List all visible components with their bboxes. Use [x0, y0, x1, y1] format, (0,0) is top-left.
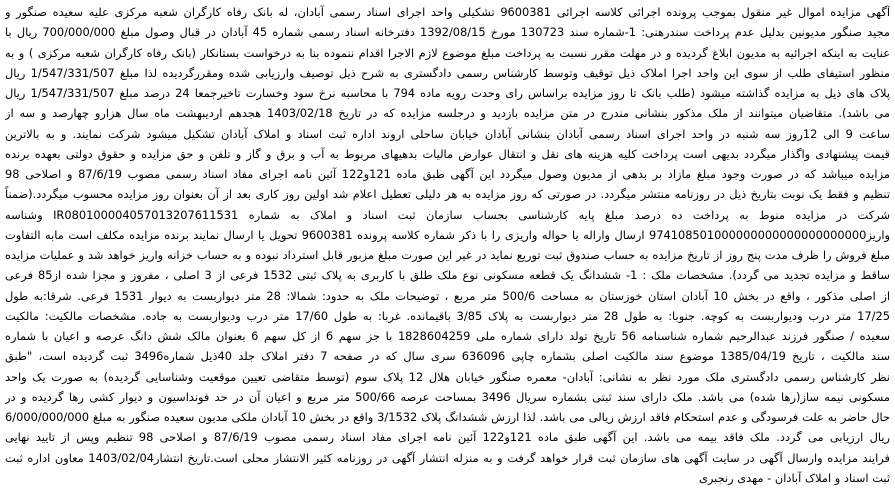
- notice-line-19: نظر کارشناس رسمی دادگستری ملک مورد نظر به نشانی: آبادان- معمره صنگور خیابان هلال 12 پلاک سوم (توسط متقاضی تعیین موقعیت وشناسایی گردیده) به صورت یک واحد: [5, 369, 890, 384]
- notice-line-3: عنایت به اینکه اجرائیه به مدیون ابلاغ گردیده و در مهلت مقرر نسبت به پرداخت مبلغ موضوع لازم الاجرا اقدام ننموده بنا به درخواست بستانکار (بانک رفاه کارگران شعبه مرکزی ) و به: [5, 45, 890, 60]
- notice-line-16: 17/25 متر درب ودیواربست به کوچه. جنوبا: به طول 28 متر دیواربست به پلاک 3/85 باقیمانده. غربا: به طول 17/60 متر درب ودیواربست به جاده. مشخصات مالکیت: مالکیت: [5, 308, 890, 323]
- notice-line-7: ساعت 9 الی 12روز سه شنبه در واحد اجرای اسناد رسمی آبادان بنشانی آبادان خیابان ساحلی اروند اداره ثبت اسناد و املاک آبادان تشکیل میشود شرکت نمایند. و به بالاترین: [5, 126, 890, 141]
- notice-line-15: از اصلی مذکور ، واقع در بخش 10 آبادان استان خوزستان به مساحت 500/6 متر مربع ، توضیحات ملک به حدود: شمالا: 28 متر دیواربست به دیوار 1531 فرعی. شرقا:به طول: [5, 288, 890, 303]
- notice-line-5: پلاک های ذیل به مزایده گذاشته میشود (طلب بانک تا روز مزایده براساس رای وحدت رویه ماده 794 با محاسبه نرخ سود وخسارت تاخیرجمعا 24 درصد مبلغ 1/547/331/507 ریال: [5, 86, 890, 100]
- notice-line-22: ریال ارزیابی می گردد. ملک فاقد بیمه می باشد. این آگهی طبق ماده 121و122 آئین نامه اجرای مفاد اسناد رسمی مصوب 87/6/19 و اصلاحی 98 تنظیم وپس از تایید نهایی: [5, 430, 890, 445]
- notice-line-9: مزایده میباشد که در صورت وجود مبلغ مازاد بر بدهی از مدیون وصول میگردد این آگهی طبق ماده 121و122 آئین نامه اجرای مفاد اسناد رسمی مصوب 87/6/19 و اصلاحی 98: [5, 167, 890, 181]
- notice-line-2: مجید صنگور مدیونین بدلیل عدم پرداخت سندرهنی: 1-شماره سند 130723 مورخ 1392/08/15 دفترخانه اسناد رسمی شماره 45 آبادان در قبال وصول مبلغ 700/000/000 ریال با: [5, 25, 890, 40]
- notice-line-11: شرکت در مزایده منوط به پرداخت ده درصد مبلغ پایه کارشناسی بحساب سازمان ثبت اسناد و املاک به شماره IR080100004057013207611531 وشناسه: [5, 207, 890, 222]
- notice-line-13: مبلغ فروش را ظرف مدت پنج روز از تاریخ مزایده به حساب صندوق ثبت توریع نماید در غیر این صورت مبلغ مزبور قابل استرداد نبوده و به حساب خزانه واریز خواهد شد و عملیات مزایده: [5, 248, 890, 262]
- notice-line-8: قیمت پیشنهادی واگذار میگردد بدیهی است پرداخت کلیه هزینه های نقل و انتقال عوارض مالیات بدهیهای مربوط به آب و برق و گاز و تلفن و حق مزایده و حقوق دولتی بعهده برنده: [5, 146, 890, 161]
- notice-line-23: فرایند مزایده وارسال آگهی در سایت آگهی های سازمان ثبت قرار خواهد گرفت و به منزله انتشار آگهی در روزنامه کثیر الانتشار محلی است.تاریخ انتشار1403/02/04 معاون اداره ثبت: [5, 450, 890, 465]
- notice-line-17: سعیده / صنگور فرزند عبدالرحیم شماره شناسنامه 56 تاریخ تولد دارای شماره ملی 1828604259 با جز سهم 6 از کل سهم 6 بعنوان مالک شش دانگ عرصه و اعیان با شماره: [5, 329, 890, 343]
- notice-line-18: سند مالکیت ، تاریخ 1385/04/19 موضوع سند مالکیت اصلی بشماره چاپی 636096 سری سال که در صفحه 7 دفتر املاک جلد 40ذیل شماره3496 ثبت گردیده است، "طبق: [5, 349, 890, 364]
- notice-line-20: مسکونی نیمه ساز(رها شده) می باشد. ملک دارای سند ثبتی بشماره سریال 3496 بمساحت عرصه 500/66 متر مربع و اعیان آن در حد فونداسیون و دیوار کشی رها گردیده و در: [5, 389, 890, 404]
- notice-line-24: ثبت اسناد و املاک آبادان - مهدی رنجبری: [698, 470, 890, 485]
- notice-line-4: منظور استیفای طلب از سوی این واحد اجرا املاک ذیل توقیف وتوسط کارشناس رسمی دادگستری به شرح ذیل توصیف وارزیابی شده ومقررگردیده لذا مبلغ 1/547/331/507 ریال: [5, 65, 890, 80]
- notice-line-14: ساقط و مزایده تجدید می گردد). مشخصات ملک : 1- ششدانگ یک قطعه مسکونی نوع ملک طلق با کاربری به پلاک ثبتی 1532 فرعی از 3 اصلی ، مفروز و مجزا شده از85 فرعی: [5, 268, 890, 283]
- notice-line-12: واریز974108501000000000000000000000 ارسال واراله یا حواله واریزی را با ذکر شماره کلاسه پرونده 9600381 تحویل یا ارسال نمایند برنده مزایده مکلف است مابه التفاوت: [5, 227, 890, 242]
- notice-line-6: می باشد). متقاضیان میتوانند از ملک مذکور بنشانی مندرج در متن مزایده بازدید و درجلسه مزایده که در تاریخ 1403/02/18 هجدهم اردیبهشت ماه سال هزارو چهارصد و سه از: [5, 106, 890, 121]
- notice-line-1: آگهی مزایده اموال غیر منقول بموجب پرونده اجرائی کلاسه اجرائی 9600381 تشکیلی واحد اجرای اسناد رسمی آبادان، له بانک رفاه کارگران شعبه مرکزی علیه سعیده صنگور و: [5, 5, 890, 19]
- notice-line-21: حال حاضر به علت فرسودگی و عدم استحکام فاقد ارزش ریالی می باشد. لذا ارزش ششدانگ پلاک 3/1532 واقع در بخش 10 آبادان ملکی مدیون سعیده صنگور به مبلغ 6/000/000/000: [5, 410, 890, 424]
- notice-line-10: تنظیم و فقط یک نوبت بتاریخ ذیل در روزنامه منتشر میگردد. در صورتی که روز مزایده به هر دلیلی تعطیل اعلام شد اولین روز کاری بعد از آن بعنوان روز مزایده محسوب میگردد.(ضمناً: [5, 187, 890, 202]
